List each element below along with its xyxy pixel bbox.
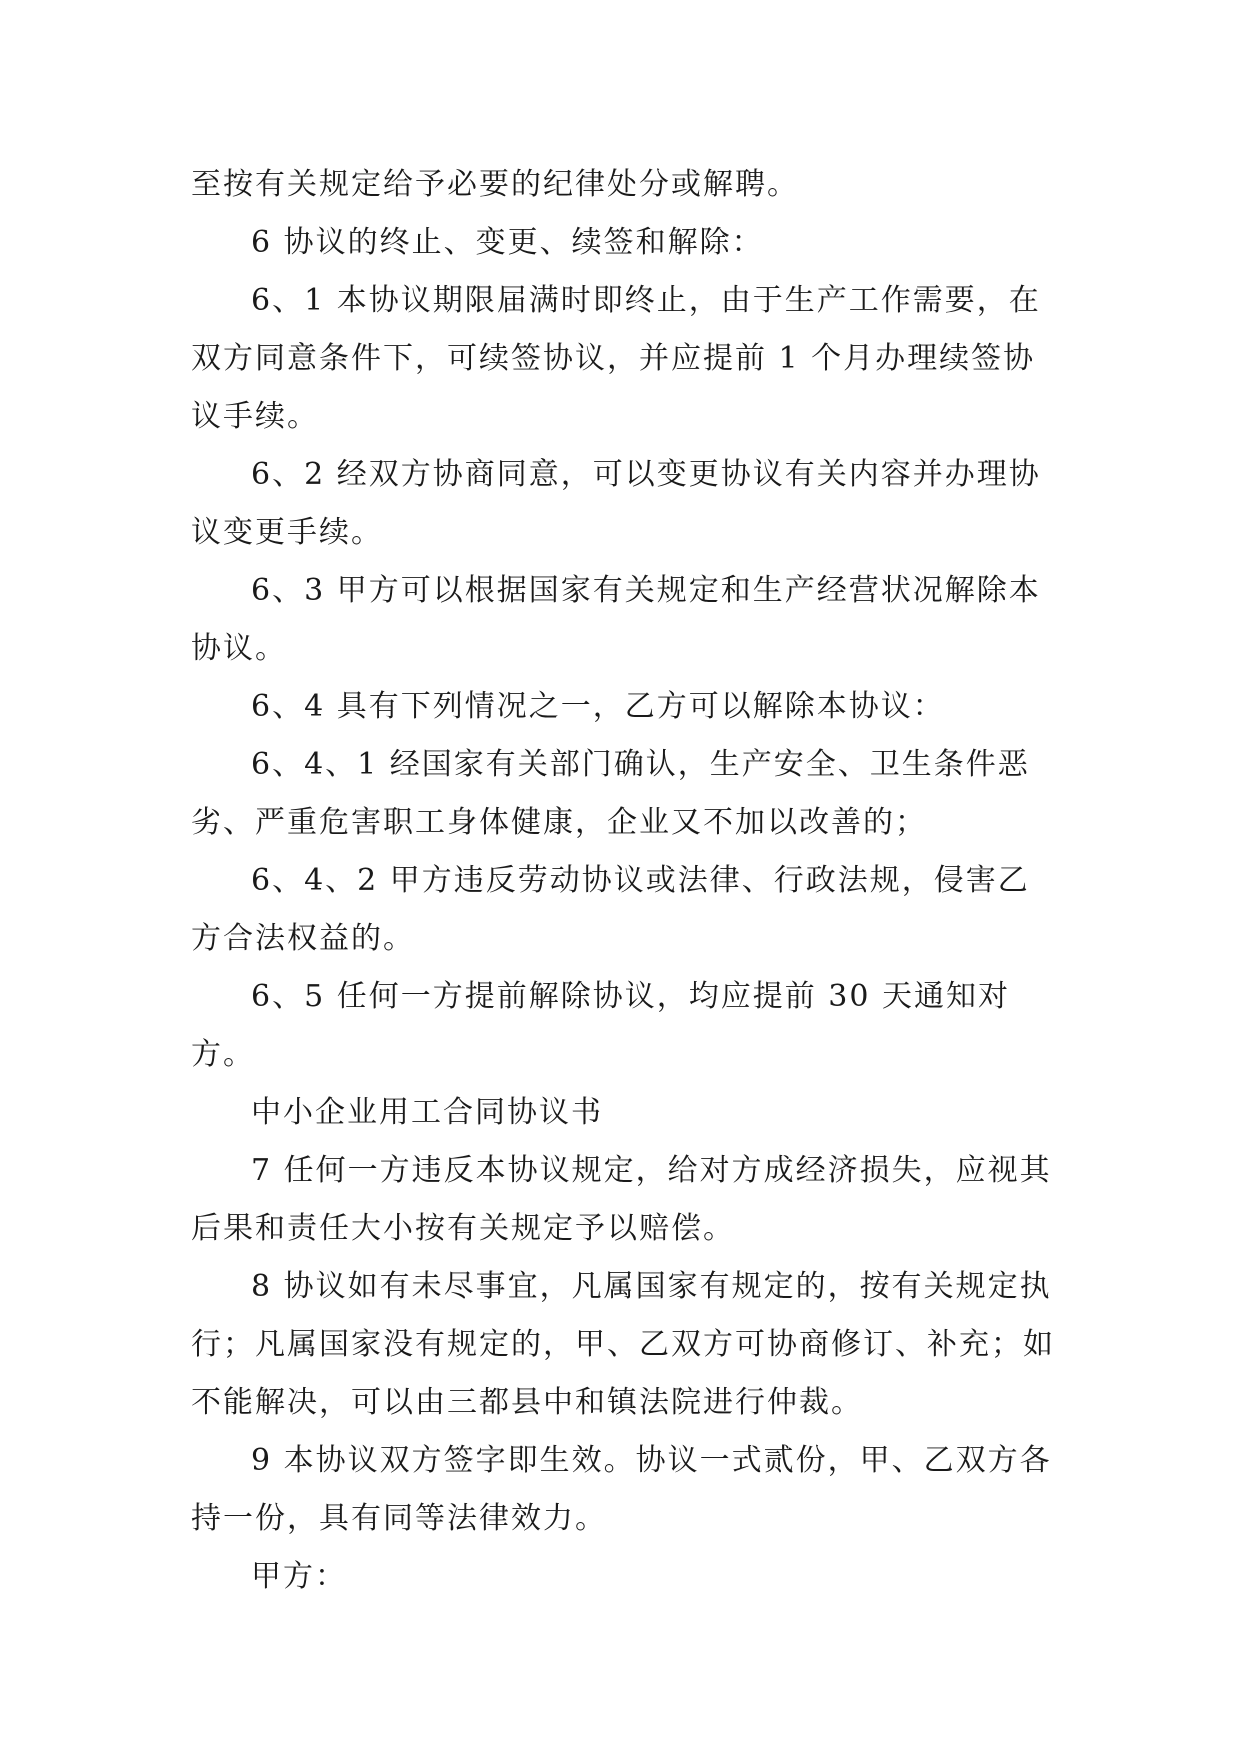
paragraph-section-6-4-2: 6、4、2 甲方违反劳动协议或法律、行政法规，侵害乙方合法权益的。 xyxy=(191,863,1030,956)
paragraph-inline-title: 中小企业用工合同协议书 xyxy=(251,1095,603,1130)
paragraph-section-8: 8 协议如有未尽事宜，凡属国家有规定的，按有关规定执行；凡属国家没有规定的，甲、乙双方可协商修订、补充；如不能解决，可以由三都县中和镇法院进行仲裁。 xyxy=(191,1269,1055,1420)
paragraph-section-6-3: 6、3 甲方可以根据国家有关规定和生产经营状况解除本协议。 xyxy=(191,573,1041,666)
paragraph-section-6-heading: 6 协议的终止、变更、续签和解除： xyxy=(251,225,764,260)
document-body xyxy=(191,156,1061,1606)
paragraph-section-9: 9 本协议双方签字即生效。协议一式贰份，甲、乙双方各持一份，具有同等法律效力。 xyxy=(191,1443,1052,1536)
paragraph-discipline-end: 至按有关规定给予必要的纪律处分或解聘。 xyxy=(191,167,799,202)
paragraph-section-6-4-1: 6、4、1 经国家有关部门确认，生产安全、卫生条件恶劣、严重危害职工身体健康，企业又不加以改善的； xyxy=(191,747,1030,840)
signature-party-a-label: 甲方： xyxy=(251,1559,347,1594)
paragraph-section-6-1: 6、1 本协议期限届满时即终止，由于生产工作需要，在双方同意条件下，可续签协议，并应提前 1 个月办理续签协议手续。 xyxy=(191,283,1041,434)
paragraph-section-6-5: 6、5 任何一方提前解除协议，均应提前 30 天通知对方。 xyxy=(191,979,1010,1072)
paragraph-section-6-2: 6、2 经双方协商同意，可以变更协议有关内容并办理协议变更手续。 xyxy=(191,457,1041,550)
paragraph-section-7: 7 任何一方违反本协议规定，给对方成经济损失，应视其后果和责任大小按有关规定予以赔偿。 xyxy=(191,1153,1052,1246)
paragraph-section-6-4: 6、4 具有下列情况之一，乙方可以解除本协议： xyxy=(251,689,945,724)
